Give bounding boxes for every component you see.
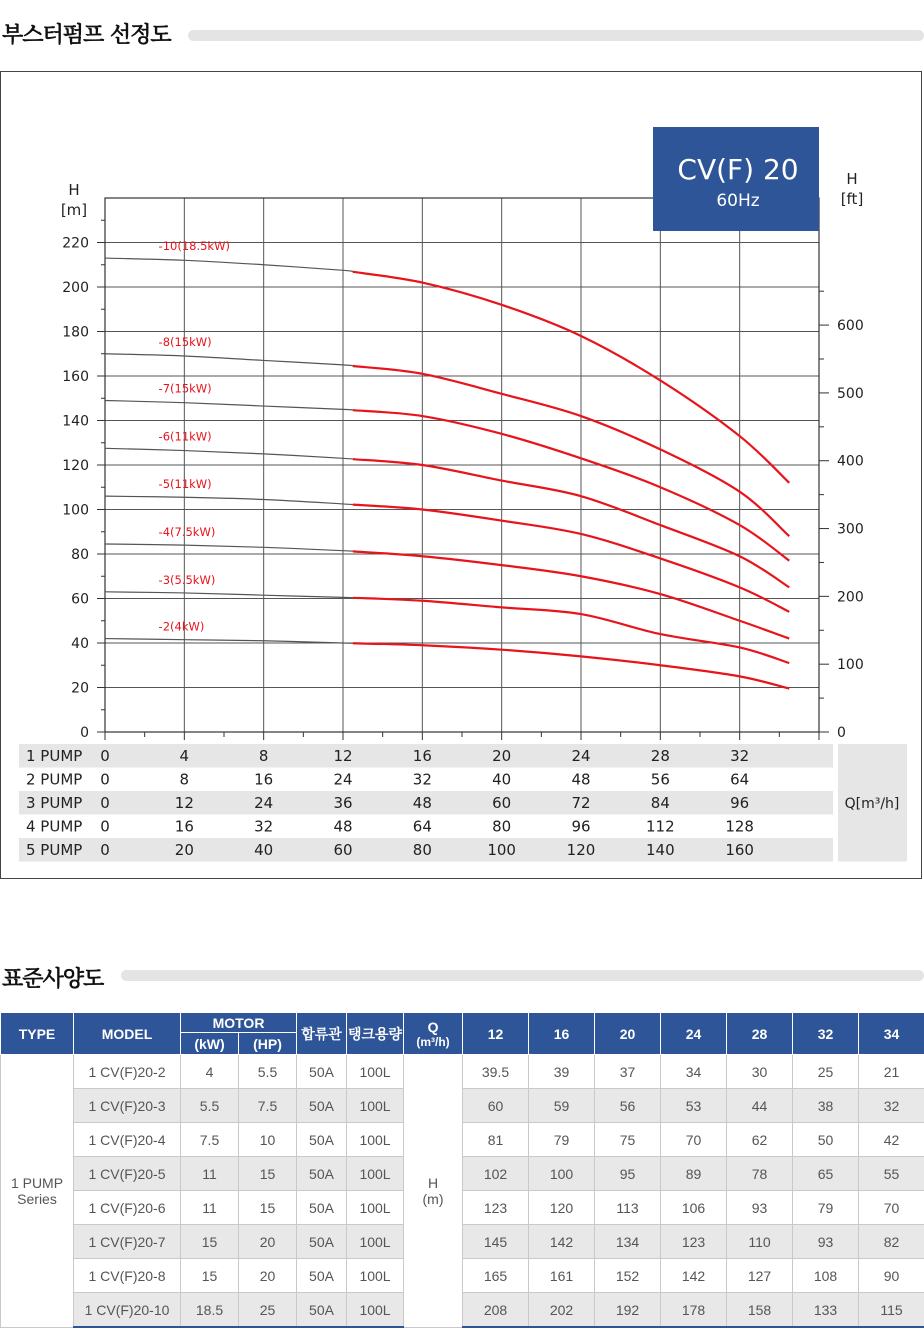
ft-tick-label: 200 — [837, 589, 864, 606]
y-tick-label: 20 — [71, 680, 89, 697]
head-value-cell: 79 — [529, 1123, 595, 1157]
model-cell: 1 CV(F)20-10 — [74, 1293, 181, 1328]
table-row — [1, 1157, 924, 1191]
head-value-cell: 39 — [529, 1055, 595, 1089]
pump-flow-value: 24 — [571, 747, 591, 765]
header-flow: 16 — [529, 1013, 595, 1055]
pump-flow-value: 20 — [492, 747, 512, 765]
head-value-cell: 106 — [661, 1191, 727, 1225]
type-cell — [1, 1055, 74, 1328]
head-value-cell: 21 — [859, 1055, 924, 1089]
pipe-cell: 50A — [297, 1293, 347, 1328]
tank-cell: 100L — [347, 1259, 404, 1293]
head-value-cell: 158 — [727, 1293, 793, 1328]
head-value-cell: 110 — [727, 1225, 793, 1259]
ft-tick-label: 500 — [837, 385, 864, 402]
type-label: Series — [17, 1190, 57, 1207]
curve-red-segment — [353, 410, 789, 560]
y-tick-label: 200 — [62, 280, 89, 296]
head-value-cell: 142 — [529, 1225, 595, 1259]
head-value-cell: 93 — [793, 1225, 859, 1259]
kw-cell: 5.5 — [181, 1089, 239, 1123]
header-hp: (HP) — [239, 1033, 297, 1055]
hp-cell: 10 — [239, 1123, 297, 1157]
curve-red-segment — [353, 366, 789, 536]
header-flow: 34 — [859, 1013, 924, 1055]
pipe-cell: 50A — [297, 1089, 347, 1123]
y-tick-label: 160 — [62, 369, 89, 385]
chart-canvas — [1, 72, 921, 878]
pump-flow-value: 32 — [412, 770, 432, 789]
pump-flow-value: 0 — [100, 841, 110, 859]
table-row — [1, 1055, 924, 1089]
pump-flow-value: 80 — [492, 817, 512, 836]
header-motor: MOTOR — [181, 1013, 297, 1033]
pump-flow-value: 0 — [100, 770, 110, 789]
head-value-cell: 59 — [529, 1089, 595, 1123]
spec-table-body — [1, 1055, 924, 1328]
head-value-cell: 50 — [793, 1123, 859, 1157]
pump-flow-value: 80 — [412, 841, 432, 859]
head-value-cell: 178 — [661, 1293, 727, 1328]
x-axis-title: Q[m³/h] — [844, 796, 900, 812]
y2-axis-unit: [ft] — [840, 190, 864, 208]
pump-flow-value: 40 — [492, 770, 512, 789]
pipe-cell: 50A — [297, 1055, 347, 1089]
pump-row-label: 2 PUMP — [26, 770, 83, 789]
head-value-cell: 123 — [661, 1225, 727, 1259]
chart-subtitle: 60Hz — [716, 191, 760, 211]
head-value-cell: 81 — [463, 1123, 529, 1157]
head-value-cell: 208 — [463, 1293, 529, 1328]
pump-flow-value: 64 — [412, 817, 432, 836]
head-value-cell: 60 — [463, 1089, 529, 1123]
y-axis-unit: [m] — [60, 201, 88, 219]
header-type: TYPE — [1, 1013, 74, 1055]
pump-flow-value: 28 — [650, 747, 670, 765]
curve-label: -2(4kW) — [158, 619, 205, 634]
h-label: H — [427, 1174, 439, 1191]
head-value-cell: 152 — [595, 1259, 661, 1293]
pump-row-label: 3 PUMP — [26, 794, 83, 812]
kw-cell: 4 — [181, 1055, 239, 1089]
head-value-cell: 165 — [463, 1259, 529, 1293]
head-value-cell: 25 — [793, 1055, 859, 1089]
pipe-cell: 50A — [297, 1157, 347, 1191]
y-tick-label: 80 — [71, 547, 89, 563]
model-cell: 1 CV(F)20-3 — [74, 1089, 181, 1123]
pump-flow-value: 128 — [725, 817, 754, 836]
pipe-cell: 50A — [297, 1191, 347, 1225]
ft-tick-label: 300 — [837, 521, 864, 538]
head-value-cell: 115 — [859, 1293, 924, 1328]
chart-title: CV(F) 20 — [677, 153, 799, 186]
model-cell: 1 CV(F)20-4 — [74, 1123, 181, 1157]
header-flow: 24 — [661, 1013, 727, 1055]
chart-section-title: 부스터펌프 선정도 — [2, 23, 171, 48]
head-value-cell: 38 — [793, 1089, 859, 1123]
pump-flow-value: 0 — [100, 794, 110, 812]
y-tick-label: 180 — [62, 324, 89, 341]
pump-flow-value: 100 — [487, 841, 516, 859]
kw-cell: 11 — [181, 1157, 239, 1191]
curve-gray-segment — [105, 448, 353, 459]
pump-flow-value: 64 — [730, 770, 750, 789]
curve-gray-segment — [105, 592, 353, 598]
pump-performance-chart — [0, 71, 922, 879]
head-value-cell: 108 — [793, 1259, 859, 1293]
model-cell: 1 CV(F)20-8 — [74, 1259, 181, 1293]
kw-cell: 11 — [181, 1191, 239, 1225]
header-flow: 28 — [727, 1013, 793, 1055]
pump-row-label: 5 PUMP — [26, 841, 83, 859]
curve-label: -4(7.5kW) — [158, 524, 216, 539]
hp-cell: 7.5 — [239, 1089, 297, 1123]
h-unit: (m) — [422, 1190, 444, 1207]
head-value-cell: 100 — [529, 1157, 595, 1191]
head-value-cell: 90 — [859, 1259, 924, 1293]
ft-tick-label: 400 — [837, 453, 864, 470]
pump-flow-value: 12 — [174, 794, 194, 812]
head-value-cell: 113 — [595, 1191, 661, 1225]
head-value-cell: 89 — [661, 1157, 727, 1191]
table-row — [1, 1191, 924, 1225]
head-value-cell: 65 — [793, 1157, 859, 1191]
pump-flow-value: 48 — [333, 817, 353, 836]
curve-red-segment — [353, 505, 789, 612]
pump-flow-value: 48 — [571, 770, 591, 789]
head-value-cell: 70 — [661, 1123, 727, 1157]
head-value-cell: 142 — [661, 1259, 727, 1293]
head-value-cell: 34 — [661, 1055, 727, 1089]
y-axis-title: H — [68, 181, 80, 199]
kw-cell: 18.5 — [181, 1293, 239, 1328]
curve-gray-segment — [105, 544, 353, 551]
pump-flow-value: 48 — [412, 794, 432, 812]
kw-cell: 15 — [181, 1225, 239, 1259]
header-flow: 12 — [463, 1013, 529, 1055]
kw-cell: 7.5 — [181, 1123, 239, 1157]
head-value-cell: 30 — [727, 1055, 793, 1089]
model-cell: 1 CV(F)20-7 — [74, 1225, 181, 1259]
spec-section-header — [0, 962, 924, 998]
y2-axis-title: H — [846, 170, 858, 188]
pump-flow-value: 96 — [730, 794, 750, 812]
model-cell: 1 CV(F)20-2 — [74, 1055, 181, 1089]
model-cell: 1 CV(F)20-6 — [74, 1191, 181, 1225]
head-value-cell: 32 — [859, 1089, 924, 1123]
spec-table — [0, 1012, 924, 1328]
curve-gray-segment — [105, 354, 353, 366]
pump-row-label: 1 PUMP — [26, 747, 83, 765]
head-value-cell: 37 — [595, 1055, 661, 1089]
tank-cell: 100L — [347, 1191, 404, 1225]
header-q-label: Q — [427, 1018, 439, 1035]
curve-red-segment — [353, 598, 789, 663]
pump-flow-value: 16 — [412, 747, 432, 765]
pump-flow-value: 60 — [492, 794, 512, 812]
head-value-cell: 202 — [529, 1293, 595, 1328]
pump-flow-value: 140 — [646, 841, 675, 859]
tank-cell: 100L — [347, 1293, 404, 1328]
curve-label: -6(11kW) — [158, 429, 212, 444]
table-row — [1, 1123, 924, 1157]
head-value-cell: 42 — [859, 1123, 924, 1157]
pump-flow-value: 36 — [333, 794, 353, 812]
table-row — [1, 1089, 924, 1123]
header-kw: (kW) — [181, 1033, 239, 1055]
curve-label: -8(15kW) — [158, 334, 212, 349]
pump-row-label: 4 PUMP — [26, 817, 83, 836]
head-value-cell: 161 — [529, 1259, 595, 1293]
tank-cell: 100L — [347, 1225, 404, 1259]
pump-flow-value: 20 — [174, 841, 194, 859]
y-tick-label: 220 — [62, 235, 89, 252]
hp-cell: 15 — [239, 1157, 297, 1191]
head-value-cell: 102 — [463, 1157, 529, 1191]
head-value-cell: 70 — [859, 1191, 924, 1225]
pump-flow-value: 8 — [258, 747, 269, 765]
curve-red-segment — [353, 643, 789, 688]
pipe-cell: 50A — [297, 1123, 347, 1157]
header-tank: 탱크용량 — [347, 1013, 404, 1055]
y-tick-label: 60 — [71, 591, 89, 608]
y-tick-label: 120 — [62, 458, 89, 474]
head-value-cell: 39.5 — [463, 1055, 529, 1089]
ft-tick-label: 600 — [837, 318, 864, 335]
hp-cell: 15 — [239, 1191, 297, 1225]
hp-cell: 25 — [239, 1293, 297, 1328]
y-tick-label: 0 — [80, 725, 89, 741]
hp-cell: 20 — [239, 1225, 297, 1259]
header-q — [404, 1013, 463, 1055]
curve-gray-segment — [105, 258, 353, 272]
table-row — [1, 1225, 924, 1259]
head-value-cell: 62 — [727, 1123, 793, 1157]
y-tick-label: 40 — [71, 636, 89, 652]
head-value-cell: 79 — [793, 1191, 859, 1225]
pump-flow-value: 120 — [566, 841, 596, 859]
ft-tick-label: 100 — [837, 657, 864, 674]
kw-cell: 15 — [181, 1259, 239, 1293]
curve-gray-segment — [105, 400, 353, 410]
header-model: MODEL — [74, 1013, 181, 1055]
section-divider — [121, 970, 924, 981]
pipe-cell: 50A — [297, 1259, 347, 1293]
head-value-cell: 53 — [661, 1089, 727, 1123]
head-value-cell: 95 — [595, 1157, 661, 1191]
head-value-cell: 127 — [727, 1259, 793, 1293]
pump-flow-value: 72 — [571, 794, 591, 812]
pump-flow-value: 160 — [725, 841, 754, 859]
pump-flow-value: 24 — [254, 794, 274, 812]
pump-flow-value: 16 — [254, 770, 274, 789]
y-tick-label: 100 — [62, 502, 89, 519]
tank-cell: 100L — [347, 1157, 404, 1191]
curve-gray-segment — [105, 496, 353, 504]
pump-flow-value: 24 — [333, 770, 353, 789]
head-value-cell: 120 — [529, 1191, 595, 1225]
pump-flow-value: 84 — [650, 794, 670, 812]
h-unit-cell — [404, 1055, 463, 1328]
hp-cell: 5.5 — [239, 1055, 297, 1089]
head-value-cell: 133 — [793, 1293, 859, 1328]
curve-label: -3(5.5kW) — [158, 572, 216, 587]
spec-table-wrapper — [0, 1012, 924, 1328]
head-value-cell: 78 — [727, 1157, 793, 1191]
head-value-cell: 93 — [727, 1191, 793, 1225]
header-flow: 20 — [595, 1013, 661, 1055]
head-value-cell: 123 — [463, 1191, 529, 1225]
curve-red-segment — [353, 551, 789, 638]
y-tick-label: 140 — [62, 413, 89, 430]
pump-flow-value: 4 — [179, 747, 190, 765]
head-value-cell: 56 — [595, 1089, 661, 1123]
header-q-unit: (m³/h) — [416, 1034, 450, 1049]
section-divider — [188, 30, 924, 41]
head-value-cell: 82 — [859, 1225, 924, 1259]
pump-flow-value: 60 — [333, 841, 353, 859]
pump-flow-value: 16 — [174, 817, 194, 836]
pump-flow-value: 32 — [254, 817, 274, 836]
hp-cell: 20 — [239, 1259, 297, 1293]
curve-red-segment — [353, 272, 789, 483]
head-value-cell: 134 — [595, 1225, 661, 1259]
head-value-cell: 75 — [595, 1123, 661, 1157]
pump-flow-value: 8 — [179, 770, 190, 789]
pump-flow-value: 56 — [650, 770, 670, 789]
curve-label: -5(11kW) — [158, 477, 212, 492]
pump-flow-value: 32 — [730, 747, 750, 765]
head-value-cell: 44 — [727, 1089, 793, 1123]
pump-flow-value: 0 — [100, 747, 110, 765]
tank-cell: 100L — [347, 1123, 404, 1157]
table-row — [1, 1259, 924, 1293]
pump-flow-value: 0 — [100, 817, 110, 836]
tank-cell: 100L — [347, 1089, 404, 1123]
model-cell: 1 CV(F)20-5 — [74, 1157, 181, 1191]
head-value-cell: 55 — [859, 1157, 924, 1191]
curve-label: -10(18.5kW) — [158, 239, 230, 254]
ft-tick-label: 0 — [837, 725, 846, 741]
head-value-cell: 145 — [463, 1225, 529, 1259]
pipe-cell: 50A — [297, 1225, 347, 1259]
pump-flow-value: 112 — [646, 817, 675, 836]
curve-label: -7(15kW) — [158, 381, 212, 396]
head-value-cell: 192 — [595, 1293, 661, 1328]
pump-flow-value: 12 — [333, 747, 353, 765]
spec-section-title: 표준사양도 — [2, 967, 104, 992]
table-row — [1, 1293, 924, 1328]
curve-red-segment — [353, 459, 789, 587]
tank-cell: 100L — [347, 1055, 404, 1089]
pump-flow-value: 40 — [254, 841, 274, 859]
header-pipe: 합류관 — [297, 1013, 347, 1055]
type-label: 1 PUMP — [10, 1174, 64, 1191]
pump-flow-value: 96 — [571, 817, 591, 836]
header-flow: 32 — [793, 1013, 859, 1055]
chart-section-header — [0, 18, 924, 54]
